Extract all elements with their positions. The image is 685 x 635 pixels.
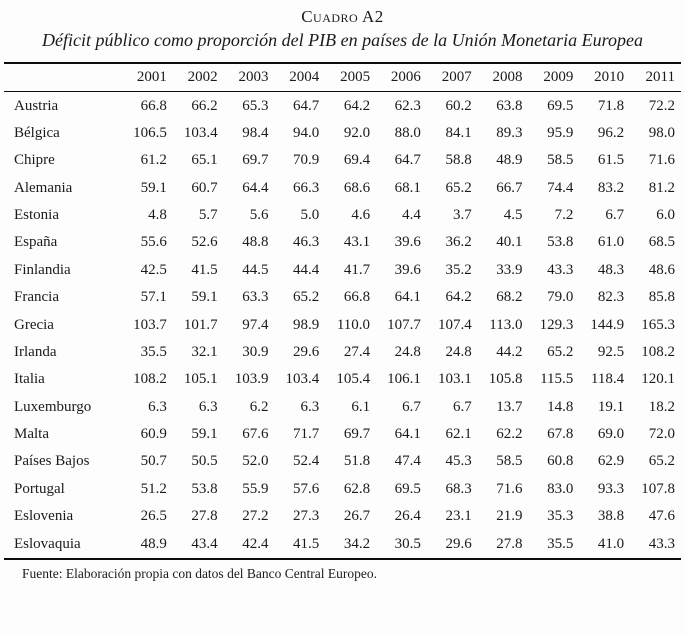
value-cell: 108.2	[133, 371, 167, 388]
value-cell: 103.4	[285, 371, 320, 388]
value-cell: 101.7	[183, 316, 218, 333]
value-cell: 23.1	[445, 508, 472, 525]
value-cell: 6.0	[656, 207, 675, 224]
value-cell: 47.4	[394, 453, 421, 470]
value-cell: 83.0	[547, 480, 574, 497]
value-cell: 68.5	[648, 234, 675, 251]
country-label: Países Bajos	[14, 453, 90, 470]
value-cell: 60.9	[140, 426, 167, 443]
value-cell: 53.8	[191, 480, 218, 497]
value-cell: 71.8	[597, 97, 625, 114]
value-cell: 105.4	[336, 371, 371, 388]
value-cell: 51.2	[140, 480, 167, 497]
value-cell: 103.1	[437, 371, 472, 388]
value-cell: 66.3	[293, 179, 320, 196]
country-label: Austria	[14, 97, 59, 114]
value-cell: 89.3	[496, 124, 523, 141]
table-subtitle: Déficit público como proporción del PIB en países de la Unión Monetaria Europea	[42, 30, 643, 50]
value-cell: 69.4	[343, 152, 371, 169]
value-cell: 41.0	[597, 535, 625, 552]
value-cell: 69.5	[547, 97, 574, 114]
value-cell: 98.9	[293, 316, 320, 333]
value-cell: 98.4	[242, 124, 269, 141]
value-cell: 50.5	[191, 453, 218, 470]
value-cell: 129.3	[539, 316, 574, 333]
value-cell: 105.1	[183, 371, 218, 388]
year-header: 2004	[289, 69, 320, 86]
value-cell: 92.0	[343, 124, 371, 141]
value-cell: 64.2	[445, 289, 472, 306]
table-row	[4, 175, 681, 202]
value-cell: 35.5	[140, 343, 167, 360]
year-header: 2003	[238, 69, 269, 86]
value-cell: 98.0	[648, 124, 675, 141]
value-cell: 26.5	[140, 508, 167, 525]
value-cell: 43.3	[648, 535, 675, 552]
country-label: Bélgica	[14, 124, 60, 141]
value-cell: 64.7	[394, 152, 421, 169]
value-cell: 67.8	[547, 426, 574, 443]
value-cell: 24.8	[445, 343, 472, 360]
value-cell: 57.1	[140, 289, 167, 306]
year-header: 2001	[136, 69, 167, 86]
value-cell: 35.3	[547, 508, 574, 525]
value-cell: 6.3	[300, 398, 320, 415]
value-cell: 110.0	[336, 316, 371, 333]
deficit-table	[4, 62, 681, 560]
value-cell: 62.8	[343, 480, 371, 497]
year-header: 2009	[543, 69, 574, 86]
value-cell: 39.6	[394, 261, 421, 278]
value-cell: 63.3	[242, 289, 269, 306]
table-row	[4, 284, 681, 311]
value-cell: 33.9	[496, 261, 523, 278]
value-cell: 118.4	[590, 371, 625, 388]
country-label: España	[14, 234, 58, 251]
value-cell: 106.5	[133, 124, 167, 141]
value-cell: 71.6	[496, 480, 523, 497]
value-cell: 18.2	[648, 398, 675, 415]
value-cell: 34.2	[343, 535, 371, 552]
value-cell: 48.3	[597, 261, 625, 278]
value-cell: 66.8	[140, 97, 167, 114]
value-cell: 65.2	[547, 343, 574, 360]
value-cell: 113.0	[489, 316, 523, 333]
value-cell: 27.3	[293, 508, 320, 525]
value-cell: 58.5	[496, 453, 523, 470]
value-cell: 68.6	[343, 179, 371, 196]
country-label: Italia	[14, 371, 45, 388]
value-cell: 52.4	[293, 453, 320, 470]
value-cell: 103.7	[133, 316, 167, 333]
value-cell: 68.3	[445, 480, 472, 497]
value-cell: 96.2	[597, 124, 625, 141]
value-cell: 62.3	[394, 97, 421, 114]
value-cell: 19.1	[597, 398, 625, 415]
value-cell: 51.8	[343, 453, 371, 470]
year-header: 2006	[390, 69, 421, 86]
value-cell: 48.9	[140, 535, 167, 552]
value-cell: 69.7	[343, 426, 371, 443]
value-cell: 14.8	[547, 398, 574, 415]
value-cell: 107.7	[387, 316, 421, 333]
value-cell: 69.7	[242, 152, 269, 169]
value-cell: 115.5	[540, 371, 574, 388]
value-cell: 60.7	[191, 179, 218, 196]
value-cell: 55.9	[242, 480, 269, 497]
value-cell: 29.6	[293, 343, 320, 360]
value-cell: 59.1	[191, 289, 218, 306]
value-cell: 52.6	[191, 234, 218, 251]
value-cell: 48.8	[242, 234, 269, 251]
value-cell: 53.8	[547, 234, 574, 251]
value-cell: 85.8	[648, 289, 675, 306]
year-header: 2008	[492, 69, 523, 86]
value-cell: 46.3	[293, 234, 320, 251]
value-cell: 72.2	[648, 97, 675, 114]
source-note: Fuente: Elaboración propia con datos del Banco Central Europeo.	[22, 565, 378, 581]
value-cell: 41.7	[343, 261, 371, 278]
value-cell: 70.9	[293, 152, 320, 169]
value-cell: 61.5	[597, 152, 625, 169]
country-label: Chipre	[14, 152, 55, 169]
value-cell: 93.3	[597, 480, 625, 497]
value-cell: 66.8	[343, 289, 371, 306]
value-cell: 62.9	[597, 453, 625, 470]
value-cell: 94.0	[293, 124, 320, 141]
value-cell: 27.8	[191, 508, 218, 525]
value-cell: 59.1	[140, 179, 167, 196]
value-cell: 21.9	[496, 508, 523, 525]
table-row	[4, 503, 681, 530]
value-cell: 108.2	[641, 343, 675, 360]
value-cell: 44.2	[496, 343, 523, 360]
value-cell: 30.9	[242, 343, 269, 360]
table-row	[4, 530, 681, 558]
value-cell: 64.1	[394, 426, 421, 443]
country-label: Eslovaquia	[14, 535, 81, 552]
value-cell: 120.1	[641, 371, 675, 388]
value-cell: 74.4	[547, 179, 574, 196]
value-cell: 5.6	[249, 207, 269, 224]
table-body	[4, 92, 681, 559]
value-cell: 71.7	[293, 426, 320, 443]
value-cell: 4.6	[351, 207, 371, 224]
table-header-row	[4, 63, 681, 92]
value-cell: 61.2	[140, 152, 167, 169]
year-header: 2007	[441, 69, 472, 86]
year-header: 2011	[645, 69, 675, 86]
table-row	[4, 147, 681, 174]
country-label: Grecia	[14, 316, 54, 333]
value-cell: 64.1	[394, 289, 421, 306]
value-cell: 62.2	[496, 426, 523, 443]
value-cell: 52.0	[242, 453, 269, 470]
value-cell: 107.8	[641, 480, 675, 497]
country-label: Malta	[14, 426, 49, 443]
country-label: Estonia	[14, 207, 59, 224]
value-cell: 32.1	[191, 343, 218, 360]
value-cell: 35.5	[547, 535, 574, 552]
value-cell: 95.9	[547, 124, 574, 141]
country-label: Irlanda	[14, 343, 57, 360]
value-cell: 79.0	[547, 289, 574, 306]
value-cell: 65.3	[242, 97, 269, 114]
value-cell: 65.1	[191, 152, 218, 169]
value-cell: 42.5	[140, 261, 167, 278]
value-cell: 83.2	[597, 179, 625, 196]
value-cell: 43.3	[547, 261, 574, 278]
value-cell: 27.2	[242, 508, 269, 525]
value-cell: 4.5	[503, 207, 523, 224]
value-cell: 30.5	[394, 535, 421, 552]
value-cell: 165.3	[641, 316, 675, 333]
value-cell: 43.4	[191, 535, 218, 552]
value-cell: 42.4	[242, 535, 269, 552]
table-row	[4, 366, 681, 393]
year-header: 2002	[187, 69, 218, 86]
value-cell: 13.7	[496, 398, 523, 415]
value-cell: 57.6	[293, 480, 320, 497]
table-row	[4, 92, 681, 120]
table-row	[4, 339, 681, 366]
value-cell: 26.4	[394, 508, 421, 525]
value-cell: 60.2	[445, 97, 472, 114]
value-cell: 106.1	[387, 371, 421, 388]
value-cell: 68.2	[496, 289, 523, 306]
value-cell: 4.4	[402, 207, 421, 224]
value-cell: 27.8	[496, 535, 523, 552]
table-row	[4, 229, 681, 256]
value-cell: 62.1	[445, 426, 472, 443]
value-cell: 64.4	[242, 179, 269, 196]
value-cell: 4.8	[148, 207, 167, 224]
value-cell: 38.8	[597, 508, 625, 525]
value-cell: 6.3	[198, 398, 218, 415]
country-label: Alemania	[14, 179, 73, 196]
country-label: Luxemburgo	[14, 398, 92, 415]
year-header: 2010	[594, 69, 625, 86]
value-cell: 64.7	[293, 97, 320, 114]
value-cell: 65.2	[648, 453, 675, 470]
country-label: Portugal	[14, 480, 65, 497]
value-cell: 27.4	[343, 343, 371, 360]
value-cell: 55.6	[140, 234, 167, 251]
value-cell: 5.0	[300, 207, 320, 224]
value-cell: 107.4	[437, 316, 472, 333]
value-cell: 6.7	[452, 398, 472, 415]
value-cell: 81.2	[648, 179, 675, 196]
value-cell: 88.0	[394, 124, 421, 141]
value-cell: 66.2	[191, 97, 218, 114]
table-row	[4, 421, 681, 448]
value-cell: 6.2	[249, 398, 269, 415]
table-row	[4, 202, 681, 229]
value-cell: 84.1	[445, 124, 472, 141]
corner-cell	[4, 63, 122, 92]
table-row	[4, 257, 681, 284]
value-cell: 58.8	[445, 152, 472, 169]
value-cell: 66.7	[496, 179, 523, 196]
value-cell: 48.9	[496, 152, 523, 169]
value-cell: 61.0	[597, 234, 625, 251]
table-row	[4, 448, 681, 475]
table-row	[4, 394, 681, 421]
value-cell: 69.0	[597, 426, 625, 443]
value-cell: 64.2	[343, 97, 371, 114]
value-cell: 63.8	[496, 97, 523, 114]
value-cell: 39.6	[394, 234, 421, 251]
value-cell: 36.2	[445, 234, 472, 251]
value-cell: 48.6	[648, 261, 675, 278]
table-row	[4, 476, 681, 503]
value-cell: 60.8	[547, 453, 574, 470]
table-header	[4, 63, 681, 92]
value-cell: 45.3	[445, 453, 472, 470]
value-cell: 67.6	[242, 426, 269, 443]
value-cell: 82.3	[597, 289, 625, 306]
value-cell: 6.7	[605, 207, 625, 224]
value-cell: 26.7	[343, 508, 371, 525]
value-cell: 69.5	[394, 480, 421, 497]
value-cell: 3.7	[452, 207, 472, 224]
country-label: Finlandia	[14, 261, 71, 278]
country-label: Eslovenia	[14, 508, 74, 525]
value-cell: 47.6	[648, 508, 675, 525]
country-label: Francia	[14, 289, 59, 306]
year-header: 2005	[340, 69, 371, 86]
value-cell: 44.5	[242, 261, 269, 278]
table-row	[4, 311, 681, 338]
value-cell: 92.5	[597, 343, 625, 360]
value-cell: 43.1	[343, 234, 371, 251]
value-cell: 6.3	[148, 398, 167, 415]
value-cell: 24.8	[394, 343, 421, 360]
table-title: Cuadro A2	[301, 7, 384, 26]
value-cell: 7.2	[554, 207, 574, 224]
value-cell: 144.9	[590, 316, 625, 333]
value-cell: 72.0	[648, 426, 675, 443]
value-cell: 65.2	[293, 289, 320, 306]
value-cell: 59.1	[191, 426, 218, 443]
value-cell: 58.5	[547, 152, 574, 169]
value-cell: 103.9	[234, 371, 269, 388]
value-cell: 35.2	[445, 261, 472, 278]
value-cell: 65.2	[445, 179, 472, 196]
value-cell: 97.4	[242, 316, 269, 333]
value-cell: 6.7	[402, 398, 421, 415]
value-cell: 50.7	[140, 453, 167, 470]
value-cell: 103.4	[183, 124, 218, 141]
value-cell: 68.1	[394, 179, 421, 196]
value-cell: 41.5	[191, 261, 218, 278]
value-cell: 105.8	[488, 371, 523, 388]
value-cell: 6.1	[351, 398, 371, 415]
value-cell: 29.6	[445, 535, 472, 552]
value-cell: 44.4	[293, 261, 320, 278]
value-cell: 71.6	[648, 152, 675, 169]
value-cell: 41.5	[293, 535, 320, 552]
value-cell: 40.1	[496, 234, 523, 251]
value-cell: 5.7	[198, 207, 218, 224]
table-row	[4, 120, 681, 147]
